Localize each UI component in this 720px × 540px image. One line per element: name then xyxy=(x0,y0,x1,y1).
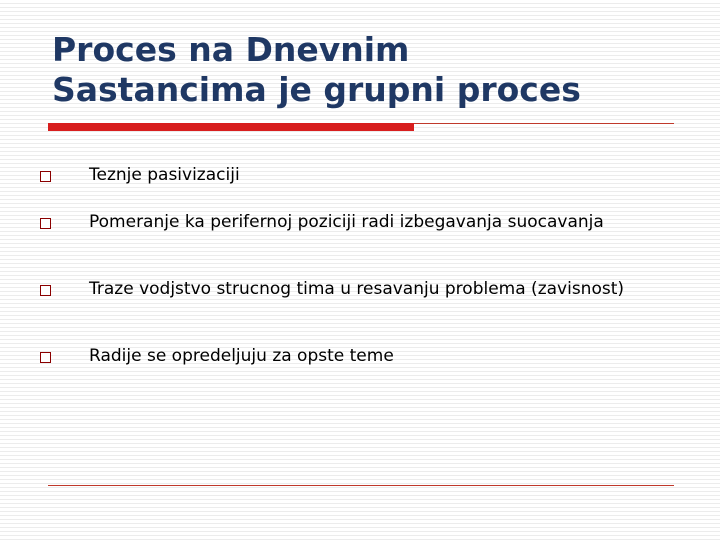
hollow-square-icon xyxy=(40,285,51,296)
footer-rule xyxy=(48,485,674,486)
slide-title-line-1: Proces na Dnevnim xyxy=(52,30,410,69)
bullet-text: Radije se opredeljuju za opste teme xyxy=(89,346,394,366)
bullet-text: Traze vodjstvo strucnog tima u resavanju problema (zavisnost) xyxy=(89,279,625,299)
bullet-text: Teznje pasivizaciji xyxy=(89,165,240,185)
slide-title-line-2: Sastancima je grupni proces xyxy=(52,70,581,109)
bullet-text: Pomeranje ka perifernoj poziciji radi izbegavanja suocavanja xyxy=(89,212,604,232)
hollow-square-icon xyxy=(40,171,51,182)
hollow-square-icon xyxy=(40,218,51,229)
hollow-square-icon xyxy=(40,352,51,363)
